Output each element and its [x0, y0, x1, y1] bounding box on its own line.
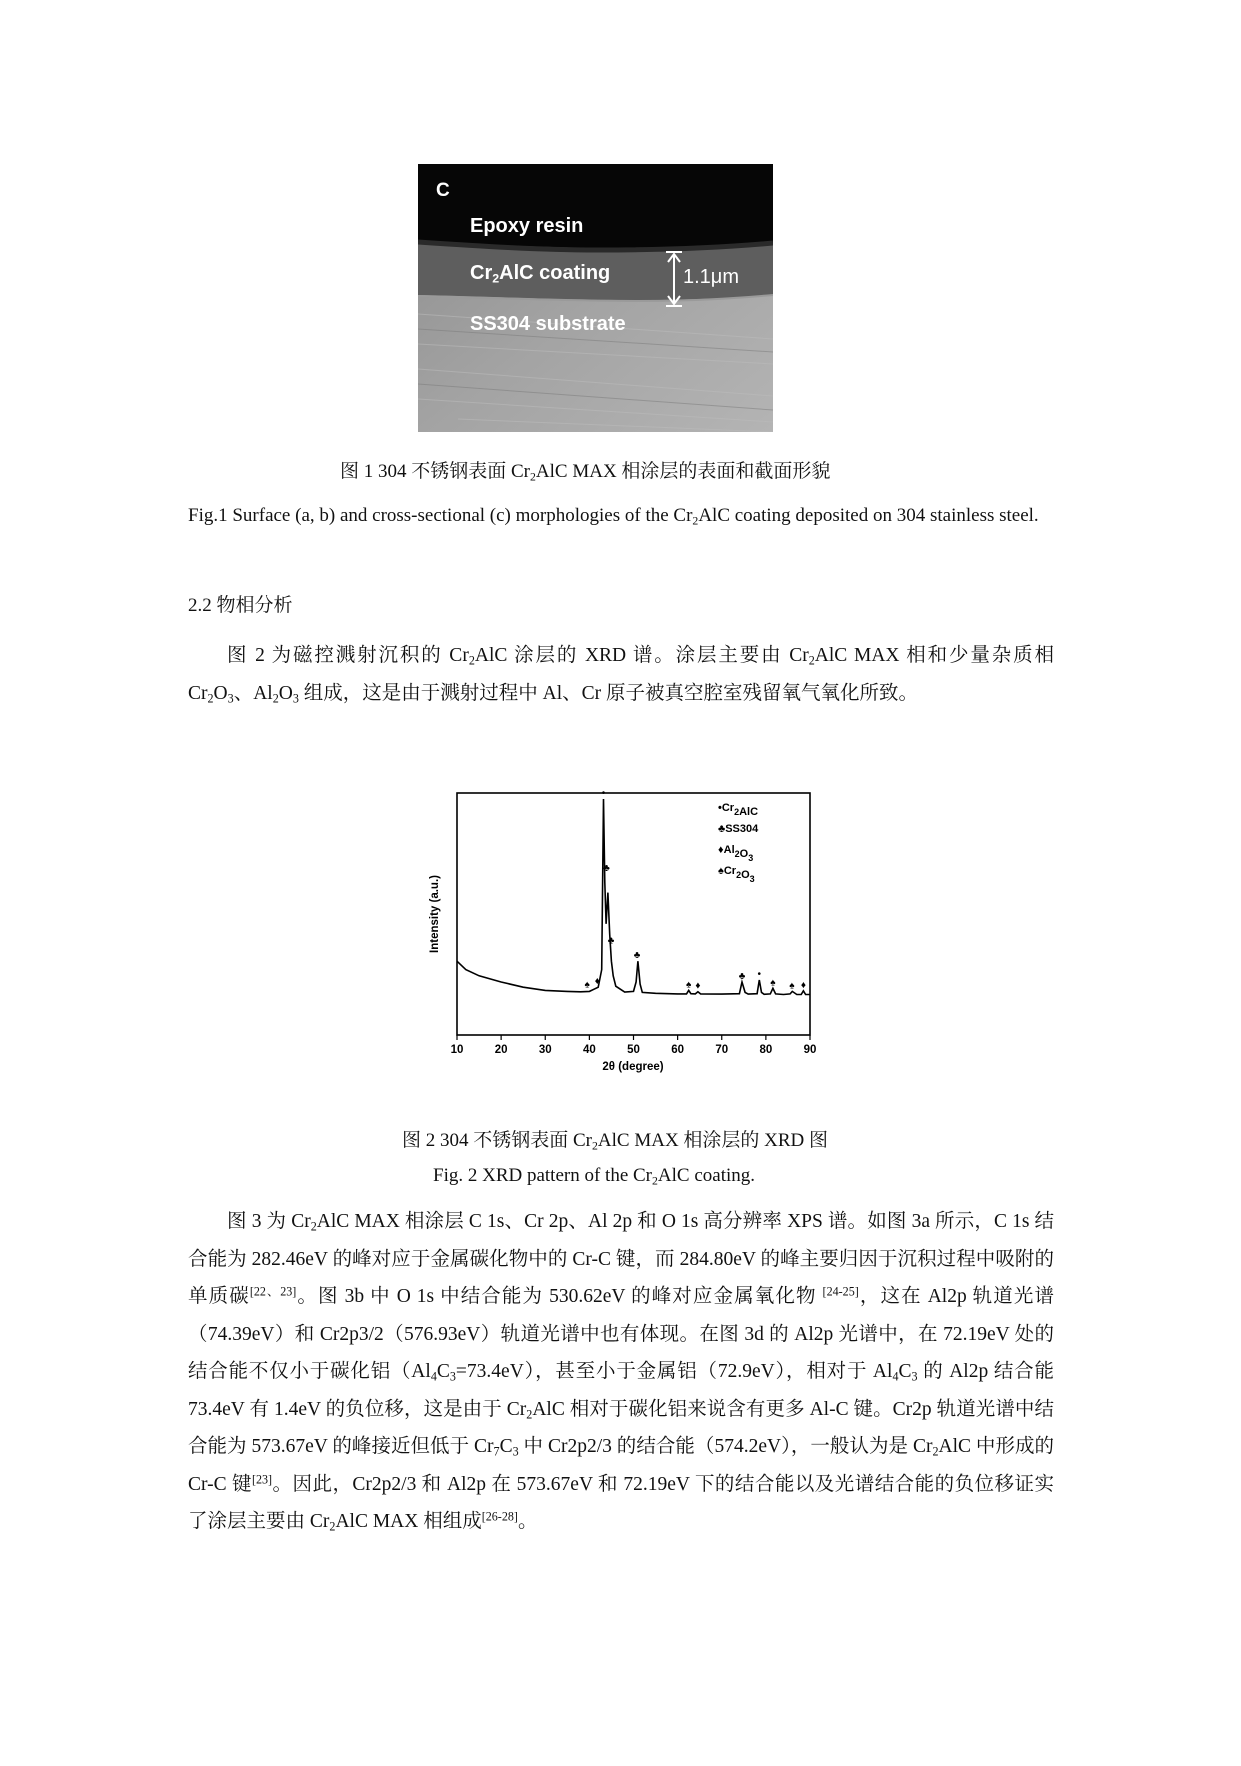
p2-s6: [24-25]	[822, 1284, 859, 1299]
figure2-caption-en	[433, 1165, 755, 1187]
peak-marker-12: ♦	[800, 979, 806, 991]
x-axis-tick-labels	[451, 1044, 817, 1056]
figure2-caption-cn-a: 图 2 304 不锈钢表面 Cr	[402, 1130, 593, 1151]
p1-s9: 、Al	[233, 682, 273, 704]
p2-s12: 4	[892, 1369, 899, 1384]
peak-marker-4: ♦	[594, 976, 600, 988]
p2-s2: 2	[310, 1219, 317, 1234]
p2-s16: 2	[526, 1406, 533, 1421]
p1-s3: AlC 涂层的 XRD 谱。涂层主要由 Cr	[474, 645, 809, 666]
sem-cross-section-image	[418, 164, 773, 432]
p2-s1: 图 3 为 Cr	[227, 1211, 311, 1232]
p1-s4: 2	[808, 653, 815, 668]
peak-marker-1: ♣	[603, 862, 610, 874]
figure2-caption-en-sub: 2	[652, 1174, 658, 1188]
p1-s1: 图 2 为磁控溅射沉积的 Cr	[227, 645, 469, 666]
paragraph-1	[188, 637, 1054, 712]
paragraph-2	[188, 1203, 1054, 1541]
p2-s23: AlC 中形成的 Cr-C 键	[188, 1436, 1054, 1495]
sem-image-graphic	[418, 164, 773, 432]
figure1-caption-cn	[340, 456, 830, 483]
x-tick-label-1: 20	[494, 1044, 508, 1056]
p2-s22: 2	[932, 1444, 939, 1459]
x-tick-label-4: 50	[627, 1044, 640, 1056]
p1-s11: O	[278, 682, 293, 704]
legend-entry-0: $•Cr_2AlC$	[718, 802, 759, 818]
figure2-caption-en-b: AlC coating.	[657, 1165, 756, 1186]
x-tick-label-3: 40	[582, 1044, 596, 1056]
figure1-caption-en-sub: 2	[692, 514, 699, 528]
p2-s19: C	[499, 1436, 513, 1457]
p2-s15: 的 Al2p 结合能 73.4eV 有 1.4eV 的负位移，这是由于 Cr	[188, 1361, 1054, 1420]
p2-s10: 3	[449, 1369, 456, 1384]
p2-s7: ，这在 Al2p 轨道光谱（74.39eV）和 Cr2p3/2（576.93eV）轨道光谱中也有体现。在图 3d 的 Al2p 光谱中，在 72.19eV 处的结合能不仅小于碳化铝（Al	[188, 1286, 1054, 1382]
y-axis-label: Intensity (a.u.)	[429, 875, 441, 953]
p1-s12: 3	[292, 690, 299, 705]
p2-s18: 7	[493, 1444, 500, 1459]
peak-markers	[585, 788, 806, 992]
xrd-chart	[420, 780, 830, 1096]
sem-panel-label: C	[436, 180, 450, 201]
figure1-caption-en	[188, 496, 1088, 536]
peak-marker-5: ♠	[584, 979, 590, 991]
peak-marker-9: •	[757, 968, 762, 980]
peak-marker-10: ♠	[770, 977, 776, 989]
chart-legend	[718, 802, 759, 884]
x-tick-label-5: 60	[671, 1044, 685, 1056]
figure2-caption-en-a: Fig. 2 XRD pattern of the Cr	[433, 1165, 653, 1186]
p1-s5: AlC MAX 相和少量杂质相 Cr	[188, 645, 1054, 704]
substrate-label: SS304 substrate	[470, 313, 626, 335]
figure1-caption-cn-b: AlC MAX 相涂层的表面和截面形貌	[535, 461, 831, 482]
peak-marker-11: ♠	[789, 980, 795, 992]
figure1-caption-en-b: AlC coating deposited on 304 stainless steel.	[698, 505, 1039, 526]
x-tick-label-7: 80	[759, 1044, 773, 1056]
figure1-caption-en-a: Fig.1 Surface (a, b) and cross-sectional (c) morphologies of the Cr	[188, 505, 693, 526]
epoxy-resin-label: Epoxy resin	[470, 215, 584, 237]
p2-s14: 3	[911, 1369, 918, 1384]
figure2-caption-cn	[402, 1125, 828, 1152]
p1-s13: 组成，这是由于溅射过程中 Al、Cr 原子被真空腔室残留氧气氧化所致。	[298, 682, 919, 704]
p2-s28: [26-28]	[481, 1509, 518, 1524]
peak-marker-2: ♣	[607, 935, 615, 947]
thickness-arrow-icon	[664, 250, 684, 308]
x-axis-label: 2θ (degree)	[602, 1061, 664, 1073]
peak-marker-0: •	[601, 788, 606, 799]
p2-s21: 中 Cr2p2/3 的结合能（574.2eV），一般认为是 Cr	[518, 1436, 933, 1457]
peak-marker-6: ♠	[686, 979, 692, 991]
p1-s6: 2	[207, 690, 214, 705]
x-tick-label-2: 30	[538, 1044, 552, 1056]
legend-entry-3: $♠Cr_2O_3$	[718, 865, 755, 884]
peak-marker-3: ♣	[633, 950, 641, 962]
p2-s26: 2	[329, 1519, 336, 1534]
coating-label-a: Cr	[470, 262, 493, 284]
p1-s10: 2	[272, 690, 279, 705]
p1-s8: 3	[227, 690, 234, 705]
legend-entry-1: ♣SS304	[718, 823, 759, 835]
coating-label-b: AlC coating	[499, 262, 611, 284]
section-title: 2.2 物相分析	[188, 595, 293, 616]
xrd-chart-svg	[420, 780, 830, 1096]
p2-s27: AlC MAX 相组成	[335, 1511, 482, 1532]
p2-s11: =73.4eV），甚至小于金属铝（72.9eV），相对于 Al	[455, 1361, 893, 1382]
x-tick-label-0: 10	[450, 1044, 464, 1056]
p2-s17: AlC 相对于碳化铝来说含有更多 Al-C 键。Cr2p 轨道光谱中结合能为 573.67eV 的峰接近但低于 Cr	[188, 1398, 1054, 1457]
thickness-label: 1.1μm	[683, 266, 739, 288]
x-tick-label-8: 90	[803, 1044, 817, 1056]
legend-entry-2: $♦Al_2O_3$	[718, 844, 754, 863]
p2-s9: C	[436, 1361, 450, 1382]
coating-label	[470, 262, 610, 285]
peak-marker-8: ♣	[738, 971, 746, 983]
p2-s3: AlC MAX 相涂层 C 1s、Cr 2p、Al 2p 和 O 1s 高分辨率 XPS 谱。如图 3a 所示，C 1s 结合能为 282.46eV 的峰对应于金属碳化物中的 Cr-C 键，而 284.80eV 的峰主要归因于沉积过程中吸附的单质碳	[188, 1211, 1054, 1307]
p2-s20: 3	[512, 1444, 519, 1459]
p1-s2: 2	[468, 653, 475, 668]
p2-s24: [23]	[251, 1471, 273, 1486]
coating-label-sub: 2	[492, 271, 500, 286]
figure2-caption-cn-b: AlC MAX 相涂层的 XRD 图	[597, 1130, 829, 1151]
p2-s4: [22、23]	[249, 1284, 297, 1299]
p2-s5: 。图 3b 中 O 1s 中结合能为 530.62eV 的峰对应金属氧化物	[296, 1286, 823, 1307]
figure1-caption-cn-sub: 2	[530, 470, 536, 484]
peak-marker-7: ♦	[695, 980, 701, 992]
p2-s13: C	[898, 1361, 912, 1382]
p2-s29: 。	[517, 1511, 538, 1532]
p2-s25: 。因此，Cr2p2/3 和 Al2p 在 573.67eV 和 72.19eV 下的结合能以及光谱结合能的负位移证实了涂层主要由 Cr	[188, 1473, 1054, 1532]
figure1-caption-cn-a: 图 1 304 不锈钢表面 Cr	[340, 461, 531, 482]
figure2-caption-cn-sub: 2	[592, 1139, 598, 1153]
x-tick-label-6: 70	[715, 1044, 729, 1056]
p1-s7: O	[213, 682, 228, 704]
p2-s8: 4	[430, 1369, 437, 1384]
